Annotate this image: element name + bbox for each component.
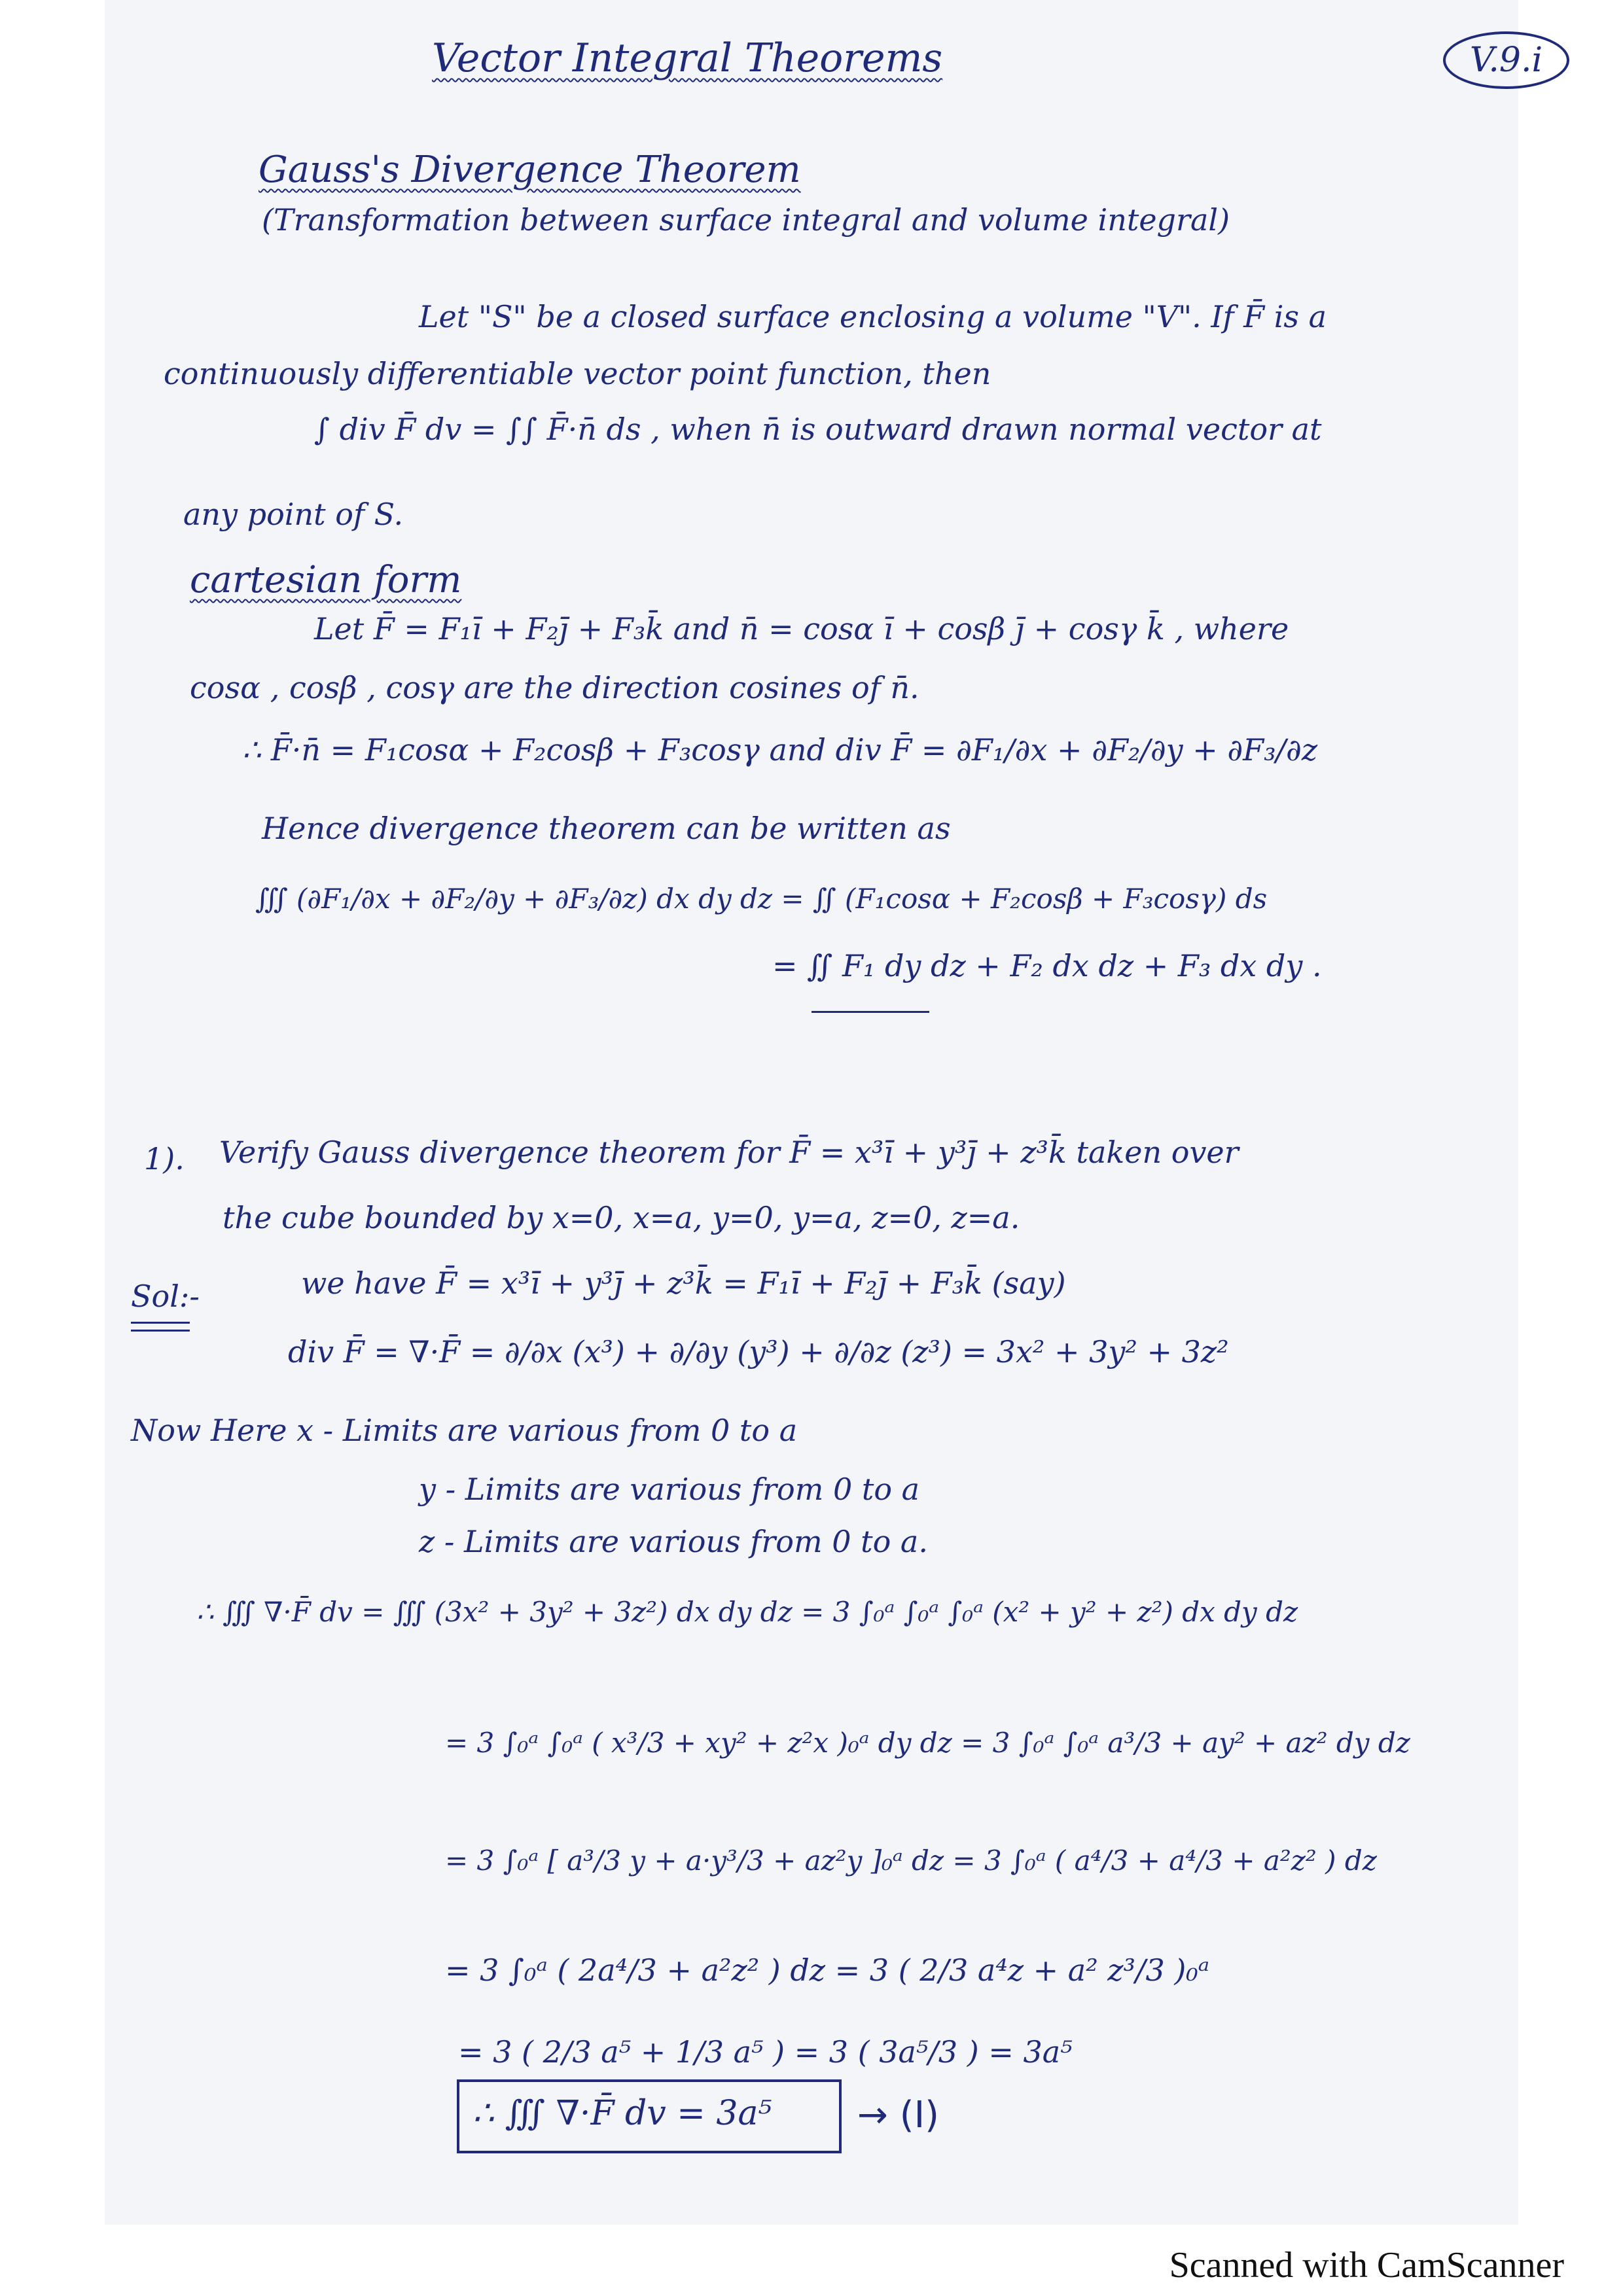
cartesian-line-1: Let F̄ = F₁ī + F₂j̄ + F₃k̄ and n̄ = cosα ī + cosβ j̄ + cosγ k̄ , where	[314, 611, 1289, 646]
problem-number: 1).	[144, 1141, 185, 1176]
cartesian-line-5: ∭ (∂F₁/∂x + ∂F₂/∂y + ∂F₃/∂z) dx dy dz = ∬ (F₁cosα + F₂cosβ + F₃cosγ) ds	[255, 883, 1268, 915]
step-volume-integral: ∴ ∭ ∇·F̄ dv = ∭ (3x² + 3y² + 3z²) dx dy dz = 3 ∫₀ᵃ ∫₀ᵃ ∫₀ᵃ (x² + y² + z²) dx dy dz	[196, 1596, 1298, 1628]
step-y-limits: y - Limits are various from 0 to a	[419, 1472, 920, 1507]
underline-mark	[812, 1011, 929, 1013]
problem-line-1: Verify Gauss divergence theorem for F̄ = x³ī + y³j̄ + z³k̄ taken over	[219, 1135, 1239, 1170]
step-integrate-x: = 3 ∫₀ᵃ ∫₀ᵃ ( x³/3 + xy² + z²x )₀ᵃ dy dz = 3 ∫₀ᵃ ∫₀ᵃ a³/3 + ay² + az² dy dz	[445, 1727, 1410, 1759]
section-subheading: (Transformation between surface integral and volume integral)	[262, 202, 1230, 238]
scanned-page	[105, 0, 1543, 2225]
section-heading-gauss: Gauss's Divergence Theorem	[259, 149, 801, 191]
step-final: = 3 ( 2/3 a⁵ + 1/3 a⁵ ) = 3 ( 3a⁵/3 ) = 3a⁵	[458, 2034, 1073, 2070]
step-we-have: we have F̄ = x³ī + y³j̄ + z³k̄ = F₁ī + F₂j̄ + F₃k̄ (say)	[301, 1265, 1066, 1301]
cartesian-line-2: cosα , cosβ , cosγ are the direction cosines of n̄.	[190, 670, 919, 705]
statement-formula: ∫ div F̄ dv = ∫∫ F̄·n̄ ds , when n̄ is outward drawn normal vector at	[314, 412, 1322, 447]
statement-line-1: Let "S" be a closed surface enclosing a volume "V". If F̄ is a	[419, 299, 1327, 334]
step-divergence: div F̄ = ∇·F̄ = ∂/∂x (x³) + ∂/∂y (y³) + ∂/∂z (z³) = 3x² + 3y² + 3z²	[288, 1334, 1229, 1369]
result-box	[457, 2079, 842, 2153]
step-integrate-y: = 3 ∫₀ᵃ [ a³/3 y + a·y³/3 + az²y ]₀ᵃ dz = 3 ∫₀ᵃ ( a⁴/3 + a⁴/3 + a²z² ) dz	[445, 1845, 1377, 1877]
cartesian-line-3: ∴ F̄·n̄ = F₁cosα + F₂cosβ + F₃cosγ and div F̄ = ∂F₁/∂x + ∂F₂/∂y + ∂F₃/∂z	[242, 732, 1318, 768]
result-text: ∴ ∭ ∇·F̄ dv = 3a⁵	[473, 2094, 772, 2133]
step-z-limits: z - Limits are various from 0 to a.	[419, 1524, 928, 1559]
result-reference: → (I)	[857, 2094, 939, 2136]
cartesian-line-4: Hence divergence theorem can be written as	[262, 811, 951, 846]
problem-line-2: the cube bounded by x=0, x=a, y=0, y=a, z=0, z=a.	[223, 1200, 1020, 1235]
cartesian-heading: cartesian form	[190, 559, 462, 601]
statement-line-4: any point of S.	[183, 497, 404, 532]
cartesian-line-6: = ∬ F₁ dy dz + F₂ dx dz + F₃ dx dy .	[772, 948, 1322, 983]
step-integrate-z: = 3 ∫₀ᵃ ( 2a⁴/3 + a²z² ) dz = 3 ( 2/3 a⁴z + a² z³/3 )₀ᵃ	[445, 1952, 1210, 1988]
solution-label-underline	[131, 1322, 190, 1324]
scanner-watermark: Scanned with CamScanner	[1169, 2245, 1564, 2286]
solution-label-underline-2	[131, 1330, 190, 1332]
solution-label: Sol:-	[131, 1279, 200, 1314]
page-id-circle: V.9.i	[1443, 31, 1569, 89]
step-x-limits: Now Here x - Limits are various from 0 to a	[131, 1413, 798, 1448]
statement-line-2: continuously differentiable vector point function, then	[164, 356, 991, 391]
page-title: Vector Integral Theorems	[432, 35, 943, 81]
